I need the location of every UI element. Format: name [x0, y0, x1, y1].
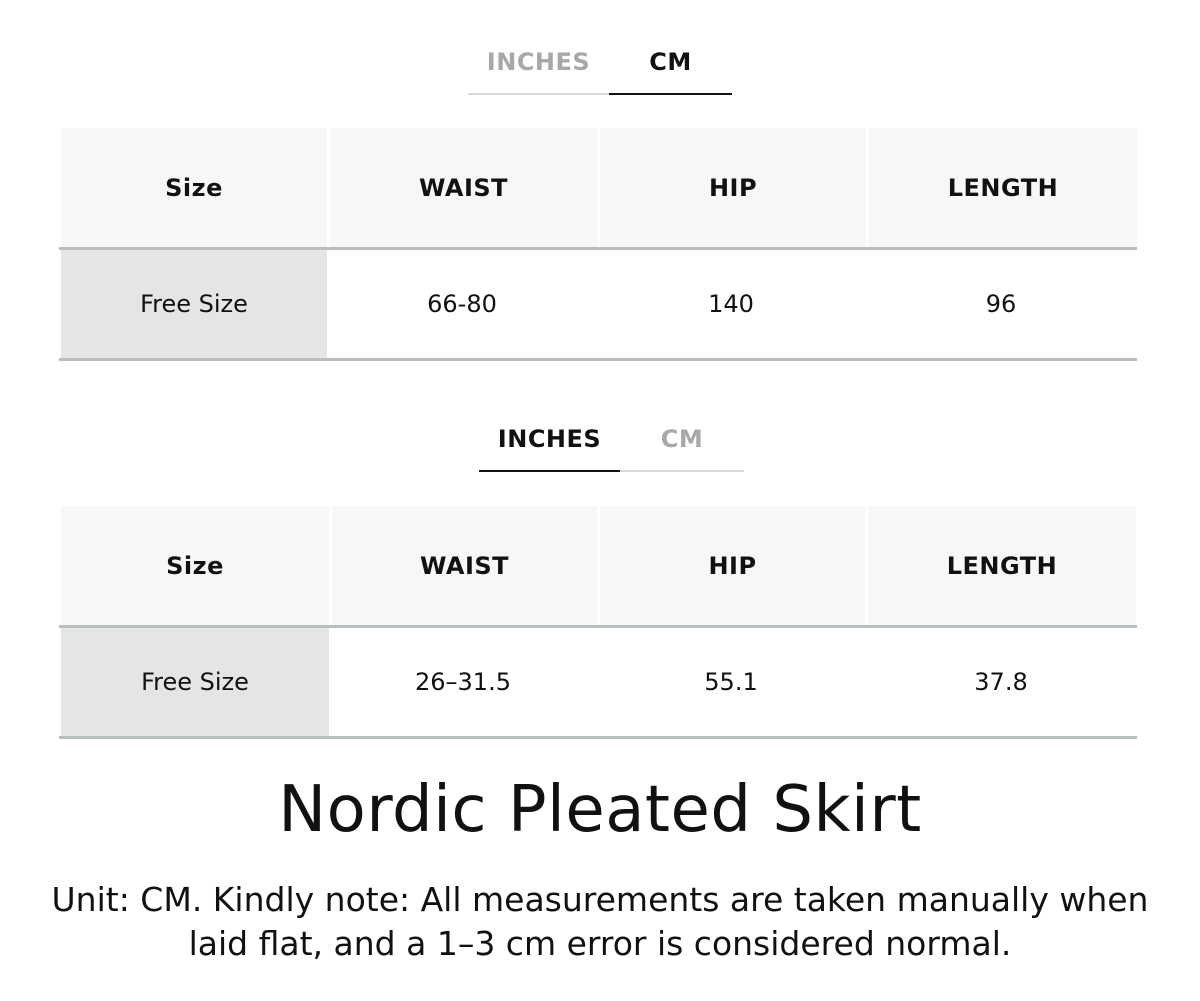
table-row [59, 250, 1137, 361]
table-header-row [59, 128, 1137, 250]
table-header-row [59, 506, 1137, 628]
header-length: LENGTH [869, 128, 1137, 247]
tab-inches-1-label: INCHES [486, 48, 591, 76]
header-hip: HIP [600, 128, 866, 247]
size-table-inches [59, 506, 1137, 739]
cell-size: Free Size [61, 628, 329, 736]
cell-size: Free Size [61, 250, 327, 358]
cell-waist: 26–31.5 [329, 628, 597, 736]
cell-waist: 66-80 [327, 250, 597, 358]
unit-tabs-2 [479, 424, 744, 472]
tab-cm-2[interactable] [620, 424, 744, 472]
unit-tabs-1 [468, 47, 732, 95]
product-title: Nordic Pleated Skirt [278, 773, 922, 847]
tab-cm-2-label: CM [660, 425, 704, 453]
tab-cm-1-label: CM [649, 48, 692, 76]
header-length: LENGTH [868, 506, 1136, 625]
table-row [59, 628, 1137, 739]
cell-hip: 140 [597, 250, 865, 358]
measurement-note: Unit: CM. Kindly note: All measurements are taken manually when laid flat, and a 1–3 cm error is considered normal. [51, 880, 1149, 963]
header-size: Size [61, 128, 327, 247]
cell-length: 37.8 [865, 628, 1137, 736]
tab-cm-1[interactable] [609, 47, 732, 95]
tab-inches-2[interactable] [479, 424, 620, 472]
header-hip: HIP [600, 506, 865, 625]
cell-length: 96 [865, 250, 1137, 358]
tab-inches-1[interactable] [468, 47, 609, 95]
tab-inches-2-label: INCHES [497, 425, 602, 453]
header-waist: WAIST [330, 128, 597, 247]
size-table-cm [59, 128, 1137, 361]
header-size: Size [61, 506, 329, 625]
header-waist: WAIST [332, 506, 597, 625]
cell-hip: 55.1 [597, 628, 865, 736]
